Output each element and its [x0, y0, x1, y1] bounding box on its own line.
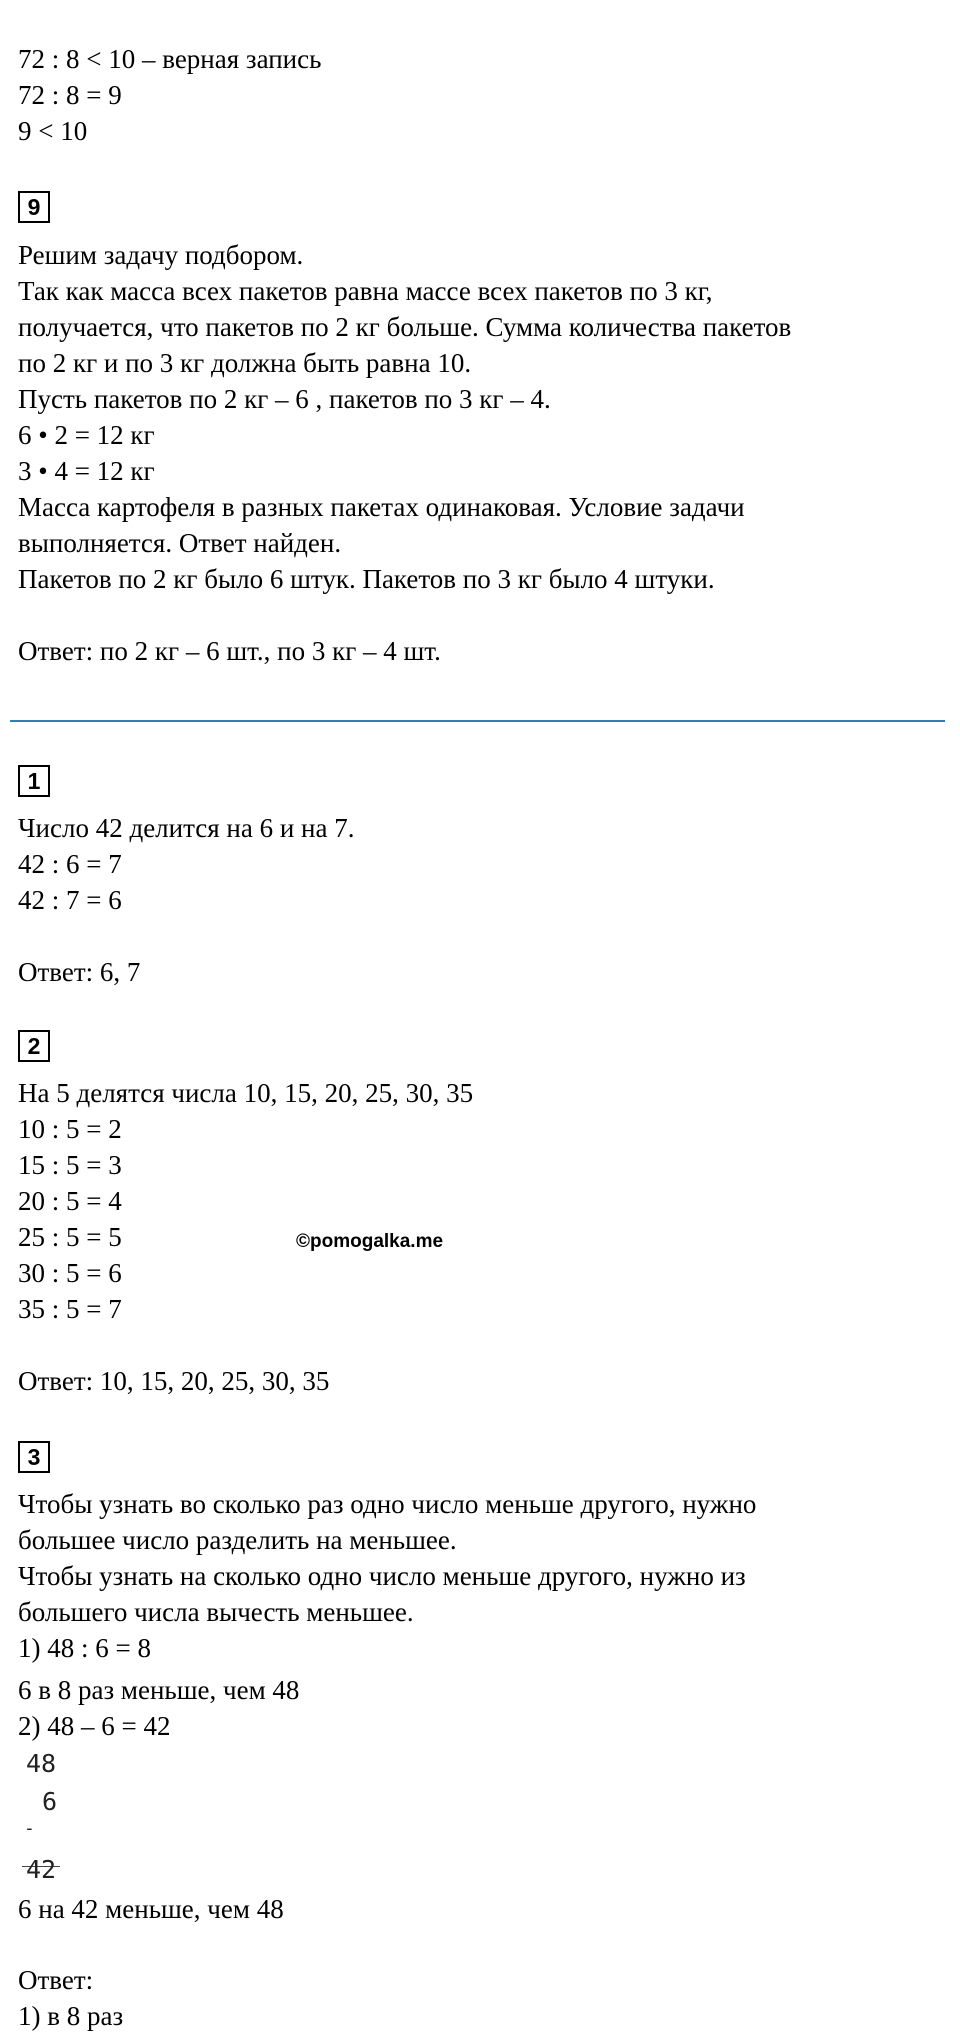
watermark: ©pomogalka.me [296, 1231, 444, 1252]
text-line: по 2 кг и по 3 кг должна быть равна 10. [18, 348, 472, 378]
text-line: Чтобы узнать во сколько раз одно число меньше другого, нужно [18, 1489, 757, 1519]
text-line: 15 : 5 = 3 [18, 1150, 122, 1180]
column-subtraction-subtrahend: 6 [42, 1787, 58, 1816]
text-line: получается, что пакетов по 2 кг больше. Сумма количества пакетов [18, 312, 792, 342]
answer-line: Ответ: по 2 кг – 6 шт., по 3 кг – 4 шт. [18, 636, 441, 666]
text-line: 6 в 8 раз меньше, чем 48 [18, 1675, 300, 1705]
text-line: 6 на 42 меньше, чем 48 [18, 1894, 284, 1924]
text-line: 3 • 4 = 12 кг [18, 456, 155, 486]
text-line: 10 : 5 = 2 [18, 1114, 122, 1144]
text-line: 35 : 5 = 7 [18, 1294, 122, 1324]
text-line: 42 : 6 = 7 [18, 849, 122, 879]
task-number-box: 9 [18, 191, 50, 223]
section-divider [10, 720, 945, 722]
text-line: Масса картофеля в разных пакетах одинаковая. Условие задачи [18, 492, 745, 522]
text-line: 1) 48 : 6 = 8 [18, 1633, 151, 1663]
text-line: 72 : 8 < 10 – верная запись [18, 44, 322, 74]
answer-line: Ответ: 6, 7 [18, 957, 141, 987]
column-subtraction-minus: - [24, 1818, 35, 1839]
task-number-box: 1 [18, 765, 50, 797]
text-line: большего числа вычесть меньшее. [18, 1597, 414, 1627]
answer-line: Ответ: 10, 15, 20, 25, 30, 35 [18, 1366, 330, 1396]
text-line: 25 : 5 = 5 [18, 1222, 122, 1252]
answer-label: Ответ: [18, 1965, 94, 1995]
column-subtraction-result: 42 [26, 1855, 57, 1884]
text-line: На 5 делятся числа 10, 15, 20, 25, 30, 35 [18, 1078, 474, 1108]
text-line: большее число разделить на меньшее. [18, 1525, 457, 1555]
text-line: 6 • 2 = 12 кг [18, 420, 155, 450]
text-line: выполняется. Ответ найден. [18, 528, 342, 558]
text-line: Решим задачу подбором. [18, 240, 304, 270]
answer-line: 1) в 8 раз [18, 2001, 124, 2031]
text-line: 20 : 5 = 4 [18, 1186, 122, 1216]
text-line: 72 : 8 = 9 [18, 80, 122, 110]
text-line: Так как масса всех пакетов равна массе всех пакетов по 3 кг, [18, 276, 713, 306]
column-subtraction-minuend: 48 [26, 1749, 57, 1778]
text-line: 9 < 10 [18, 116, 88, 146]
task-number-box: 2 [18, 1030, 50, 1062]
text-line: Число 42 делится на 6 и на 7. [18, 813, 355, 843]
text-line: 42 : 7 = 6 [18, 885, 122, 915]
text-line: Пусть пакетов по 2 кг – 6 , пакетов по 3 кг – 4. [18, 384, 551, 414]
text-line: 2) 48 – 6 = 42 [18, 1711, 171, 1741]
task-number-box: 3 [18, 1441, 50, 1473]
text-line: Чтобы узнать на сколько одно число меньше другого, нужно из [18, 1561, 746, 1591]
text-line: Пакетов по 2 кг было 6 штук. Пакетов по 3 кг было 4 штуки. [18, 564, 715, 594]
text-line: 30 : 5 = 6 [18, 1258, 122, 1288]
